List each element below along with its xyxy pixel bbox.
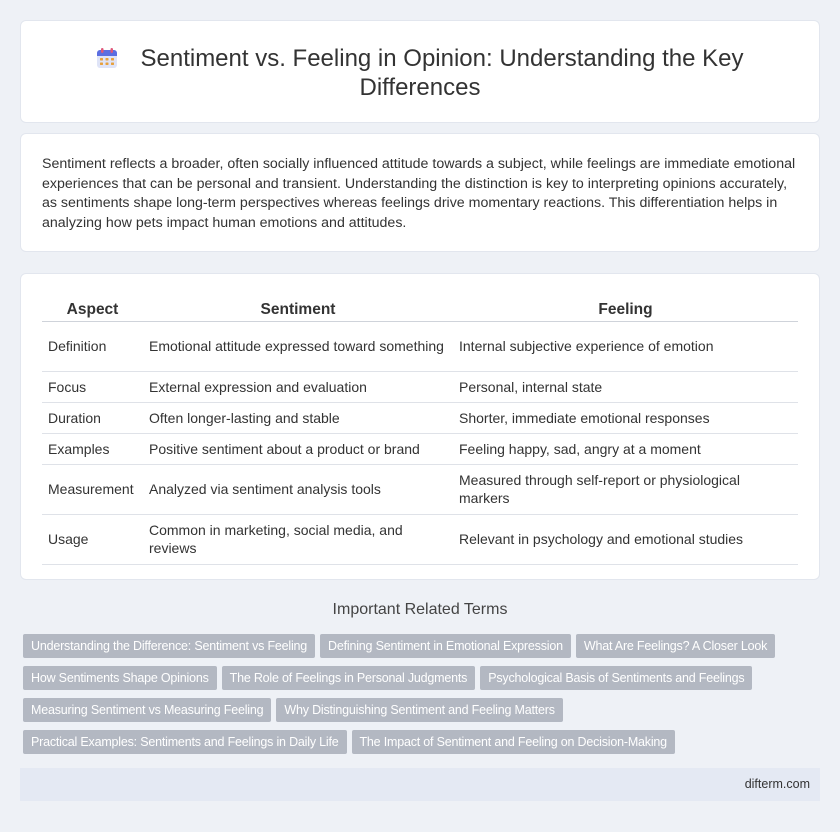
row-feeling: Relevant in psychology and emotional studies bbox=[453, 514, 798, 564]
footer-site-link[interactable]: difterm.com bbox=[744, 777, 810, 791]
tag-row bbox=[23, 634, 813, 666]
row-sentiment: Positive sentiment about a product or brand bbox=[143, 433, 453, 464]
related-terms-tags bbox=[23, 634, 813, 762]
intro-paragraph: Sentiment reflects a broader, often socially influenced attitude towards a subject, while feelings are immediate emotional experiences that can be personal and transient. Understanding the distinction is key to interpreting opinions accurately, as sentiments shape long-term perspectives whereas feelings drive momentary reactions. This differentiation helps in analyzing how pets impact human emotions and attitudes. bbox=[42, 156, 796, 231]
row-aspect: Usage bbox=[42, 514, 143, 564]
table-row bbox=[42, 464, 798, 514]
calendar-icon bbox=[96, 47, 118, 69]
table-row bbox=[42, 402, 798, 433]
row-aspect: Examples bbox=[42, 433, 143, 464]
row-feeling: Feeling happy, sad, angry at a moment bbox=[453, 433, 798, 464]
row-feeling: Shorter, immediate emotional responses bbox=[453, 402, 798, 433]
page-title-wrap bbox=[81, 44, 759, 102]
row-feeling: Internal subjective experience of emotion bbox=[453, 321, 798, 371]
row-sentiment: Often longer-lasting and stable bbox=[143, 402, 453, 433]
row-aspect: Focus bbox=[42, 371, 143, 402]
header-feeling: Feeling bbox=[453, 294, 798, 321]
tag-row bbox=[23, 698, 813, 730]
table-row bbox=[42, 514, 798, 564]
comparison-table bbox=[42, 294, 798, 565]
related-term-tag[interactable]: Defining Sentiment in Emotional Expression bbox=[320, 634, 571, 658]
table-row bbox=[42, 321, 798, 371]
related-term-tag[interactable]: Psychological Basis of Sentiments and Feelings bbox=[480, 666, 752, 690]
footer-bar bbox=[20, 768, 820, 801]
row-aspect: Duration bbox=[42, 402, 143, 433]
table-row bbox=[42, 433, 798, 464]
page-title: Sentiment vs. Feeling in Opinion: Understanding the Key Differences bbox=[140, 45, 744, 101]
related-term-tag[interactable]: How Sentiments Shape Opinions bbox=[23, 666, 217, 690]
header-aspect: Aspect bbox=[42, 294, 143, 321]
table-row bbox=[42, 371, 798, 402]
row-sentiment: Analyzed via sentiment analysis tools bbox=[143, 464, 453, 514]
intro-card bbox=[20, 133, 820, 252]
related-term-tag[interactable]: Measuring Sentiment vs Measuring Feeling bbox=[23, 698, 271, 722]
related-term-tag[interactable]: The Impact of Sentiment and Feeling on Decision-Making bbox=[352, 730, 675, 754]
related-terms-title: Important Related Terms bbox=[332, 601, 508, 618]
tag-row bbox=[23, 666, 813, 698]
tag-row bbox=[23, 730, 813, 762]
related-term-tag[interactable]: Understanding the Difference: Sentiment vs Feeling bbox=[23, 634, 315, 658]
related-term-tag[interactable]: What Are Feelings? A Closer Look bbox=[576, 634, 775, 658]
related-term-tag[interactable]: Practical Examples: Sentiments and Feelings in Daily Life bbox=[23, 730, 347, 754]
row-sentiment: Emotional attitude expressed toward something bbox=[143, 321, 453, 371]
header-sentiment: Sentiment bbox=[143, 294, 453, 321]
row-feeling: Measured through self-report or physiological markers bbox=[453, 464, 798, 514]
row-sentiment: External expression and evaluation bbox=[143, 371, 453, 402]
row-sentiment: Common in marketing, social media, and reviews bbox=[143, 514, 453, 564]
table-header-row bbox=[42, 294, 798, 321]
related-term-tag[interactable]: Why Distinguishing Sentiment and Feeling Matters bbox=[276, 698, 562, 722]
related-term-tag[interactable]: The Role of Feelings in Personal Judgments bbox=[222, 666, 476, 690]
row-feeling: Personal, internal state bbox=[453, 371, 798, 402]
row-aspect: Measurement bbox=[42, 464, 143, 514]
row-aspect: Definition bbox=[42, 321, 143, 371]
header-card bbox=[20, 20, 820, 123]
comparison-table-card bbox=[20, 273, 820, 580]
